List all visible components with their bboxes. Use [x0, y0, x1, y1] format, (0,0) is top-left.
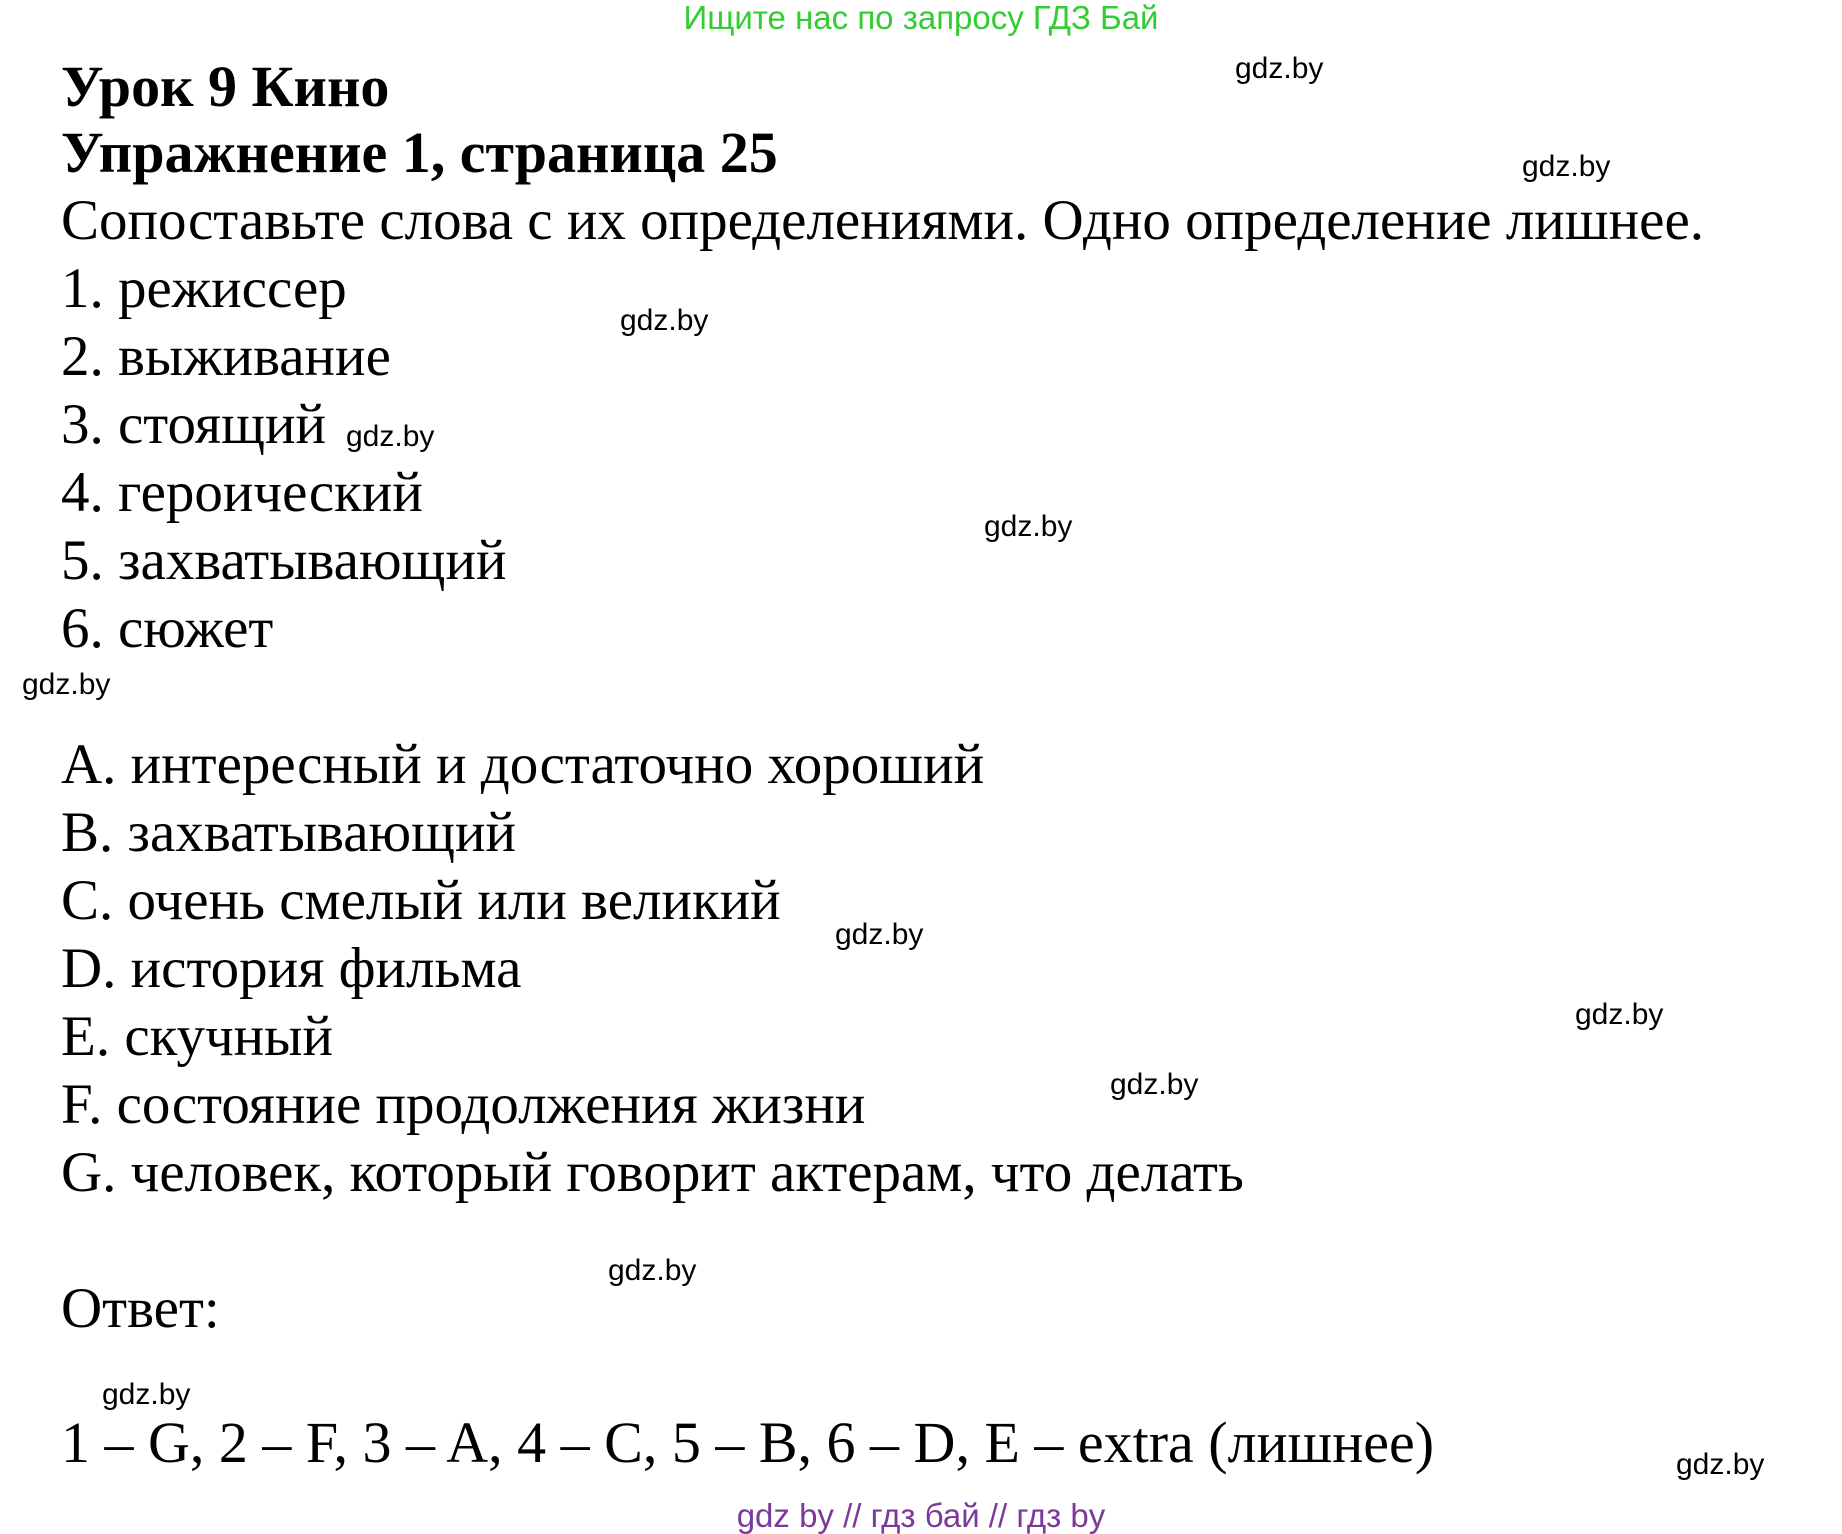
word-item: 3. стоящий — [61, 393, 326, 456]
word-item: 1. режиссер — [61, 257, 347, 320]
watermark: gdz.by — [1575, 998, 1664, 1031]
watermark: gdz.by — [1522, 150, 1611, 183]
watermark: gdz.by — [984, 510, 1073, 543]
footer-watermark: gdz by // гдз бай // гдз by — [736, 1497, 1106, 1534]
definition-item: D. история фильма — [61, 937, 522, 1000]
answer-label: Ответ: — [61, 1277, 220, 1340]
watermark: gdz.by — [608, 1254, 697, 1287]
definition-item: F. состояние продолжения жизни — [61, 1073, 866, 1136]
definition-item: C. очень смелый или великий — [61, 869, 781, 932]
top-banner: Ищите нас по запросу ГДЗ Бай — [683, 0, 1159, 36]
watermark: gdz.by — [102, 1378, 191, 1411]
word-item: 6. сюжет — [61, 597, 274, 660]
word-item: 4. героический — [61, 461, 423, 524]
watermark: gdz.by — [1676, 1448, 1765, 1481]
watermark: gdz.by — [835, 918, 924, 951]
exercise-title: Упражнение 1, страница 25 — [61, 120, 778, 185]
definition-item: E. скучный — [61, 1005, 333, 1068]
watermark: gdz.by — [22, 668, 111, 701]
task-instruction: Сопоставьте слова с их определениями. Одно определение лишнее. — [61, 189, 1705, 252]
answer-text: 1 – G, 2 – F, 3 – A, 4 – C, 5 – B, 6 – D, E – extra (лишнее) — [61, 1410, 1435, 1475]
watermark: gdz.by — [346, 420, 435, 453]
definition-item: A. интересный и достаточно хороший — [61, 733, 985, 796]
watermark: gdz.by — [1110, 1068, 1199, 1101]
word-item: 5. захватывающий — [61, 529, 507, 592]
word-item: 2. выживание — [61, 325, 391, 388]
watermark: gdz.by — [620, 304, 709, 337]
lesson-title: Урок 9 Кино — [61, 54, 390, 119]
watermark: gdz.by — [1235, 52, 1324, 85]
definition-item: G. человек, который говорит актерам, что делать — [61, 1141, 1244, 1204]
definition-item: B. захватывающий — [61, 801, 516, 864]
